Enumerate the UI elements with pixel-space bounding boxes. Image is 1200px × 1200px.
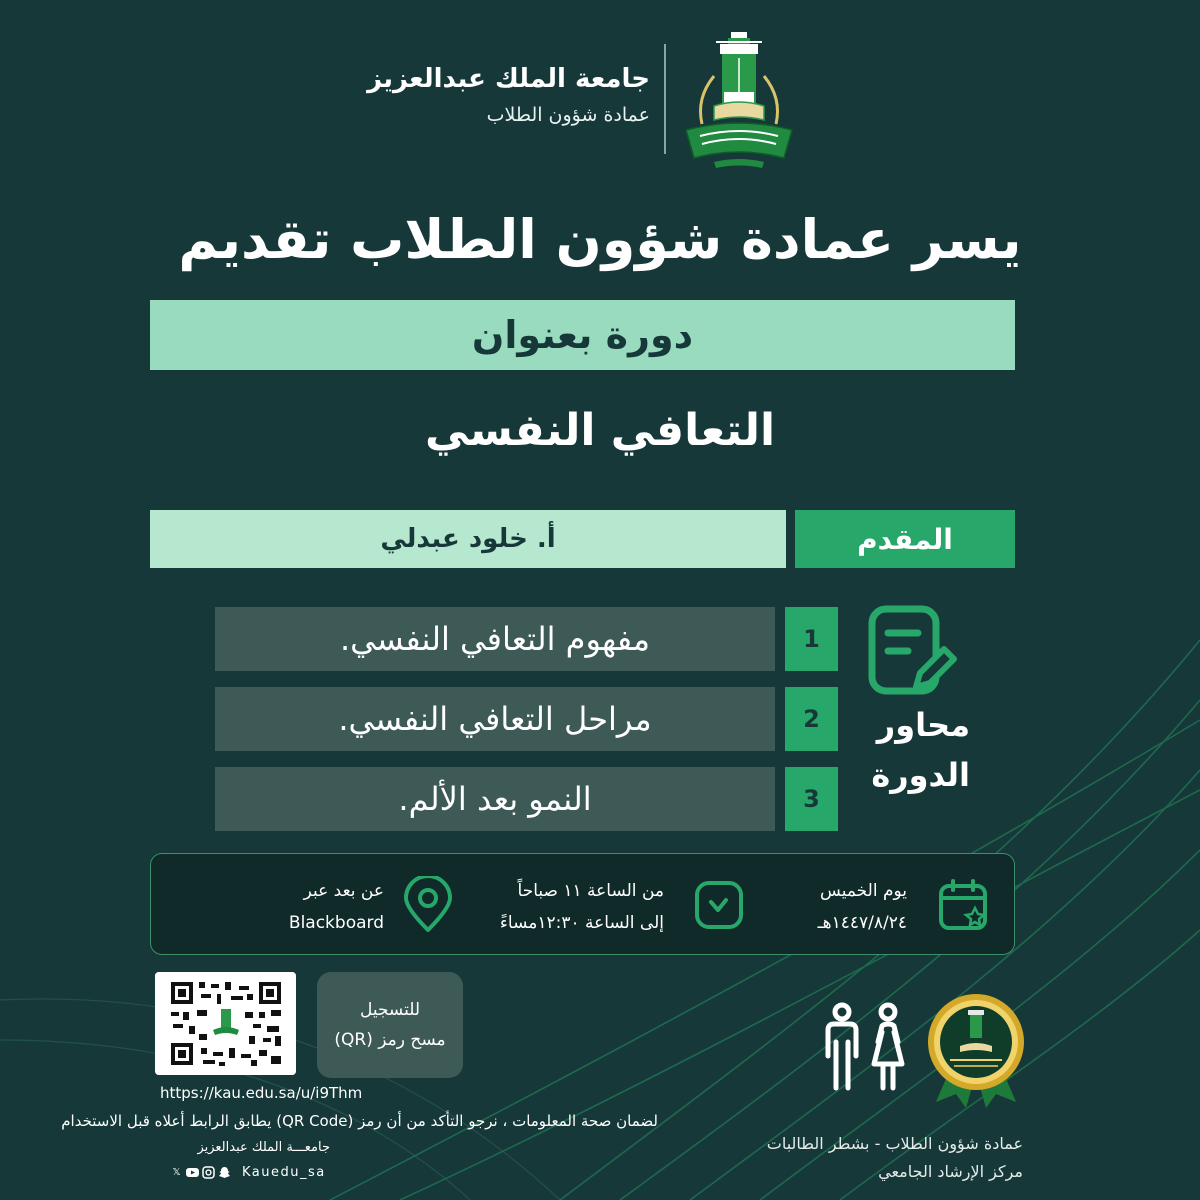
deanship-name: عمادة شؤون الطلاب bbox=[486, 104, 650, 126]
headline: يسر عمادة شؤون الطلاب تقديم bbox=[178, 208, 1022, 271]
event-location-line2: Blackboard bbox=[288, 913, 384, 933]
presenter-label-bar bbox=[795, 510, 1015, 568]
axes-title-line2: الدورة bbox=[871, 756, 970, 794]
register-label: للتسجيل bbox=[359, 1000, 421, 1020]
footer-university-name: جامعـــة الملك عبدالعزيز bbox=[197, 1140, 330, 1155]
presenter-name-bar bbox=[150, 510, 786, 568]
event-day: يوم الخميس bbox=[820, 881, 907, 901]
footer-department: عمادة شؤون الطلاب - بشطر الطالبات bbox=[766, 1134, 1023, 1153]
calendar-star-icon bbox=[937, 878, 991, 932]
event-date: ١٤٤٧/٨/٢٤هـ bbox=[817, 913, 907, 933]
presenter-label: المقدم bbox=[857, 522, 953, 556]
register-button[interactable] bbox=[317, 972, 463, 1078]
axis-number-1: 1 bbox=[785, 607, 838, 671]
course-label: دورة بعنوان bbox=[471, 313, 694, 357]
registration-link[interactable]: https://kau.edu.sa/u/i9Thm bbox=[160, 1084, 363, 1102]
axes-title-line1: محاور bbox=[876, 706, 970, 744]
event-location-line1: عن بعد عبر bbox=[303, 881, 384, 901]
footer-center: مركز الإرشاد الجامعي bbox=[878, 1162, 1023, 1181]
axes-title bbox=[840, 700, 970, 800]
axis-number-2: 2 bbox=[785, 687, 838, 751]
course-label-bar bbox=[150, 300, 1015, 370]
location-pin-icon bbox=[402, 876, 454, 934]
axis-item-3: النمو بعد الألم. bbox=[215, 767, 775, 831]
youtube-icon[interactable] bbox=[186, 1166, 199, 1179]
snapchat-icon[interactable] bbox=[218, 1166, 231, 1179]
male-female-icon bbox=[822, 1002, 912, 1094]
event-time-to: إلى الساعة ١٢:٣٠مساءً bbox=[499, 913, 664, 933]
social-links bbox=[170, 1165, 326, 1180]
instagram-icon[interactable] bbox=[202, 1166, 215, 1179]
verification-notice: لضمان صحة المعلومات ، نرجو التأكد من أن رمز (QR Code) يطابق الرابط أعلاه قبل الاستخدام bbox=[61, 1112, 658, 1130]
accreditation-seal bbox=[926, 990, 1026, 1108]
university-name: جامعة الملك عبدالعزيز bbox=[367, 64, 650, 94]
course-title: التعافي النفسي bbox=[424, 405, 776, 456]
university-logo bbox=[680, 28, 798, 170]
social-handle: Kauedu_sa bbox=[242, 1165, 326, 1180]
register-instruction: مسح رمز (QR) bbox=[334, 1030, 446, 1050]
qr-code[interactable] bbox=[155, 972, 296, 1075]
x-icon[interactable]: 𝕏 bbox=[172, 1167, 181, 1178]
presenter-name: أ. خلود عبدلي bbox=[380, 524, 556, 554]
axis-item-1: مفهوم التعافي النفسي. bbox=[215, 607, 775, 671]
event-time-from: من الساعة ١١ صباحاً bbox=[517, 881, 664, 901]
axis-number-3: 3 bbox=[785, 767, 838, 831]
edit-note-icon bbox=[866, 605, 958, 699]
axis-item-2: مراحل التعافي النفسي. bbox=[215, 687, 775, 751]
header-divider bbox=[664, 44, 666, 154]
clock-icon bbox=[694, 880, 744, 930]
